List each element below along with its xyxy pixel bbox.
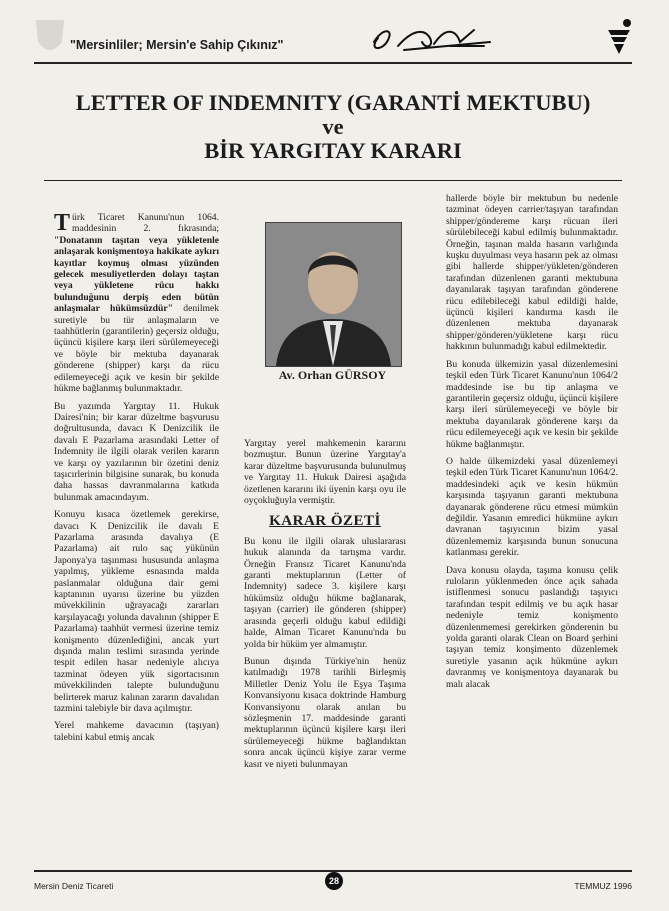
- footer-date: TEMMUZ 1996: [574, 881, 632, 891]
- logo-icon: [606, 18, 632, 56]
- paragraph: Bu yazımda Yargıtay 11. Hukuk Dairesi'nin; bir karar düzeltme başvurusu doğrultusunda, davacı K Denizcilik ile davalı E Pazarlama arasındaki Letter of Indemnity ile ilgili olarak verilen kararın ve karşı oy yazılarının bir özetini deniz taşıcırlerinin bilgisine sunarak, bu konuda daha hassas davranmalarına katkıda bulunmak amacındayım.: [54, 400, 219, 503]
- article-title-line3: BİR YARGITAY KARARI: [204, 138, 462, 163]
- article-title-line2: ve: [322, 114, 344, 139]
- signature-icon: [364, 20, 494, 58]
- paragraph: Dava konusu olayda, taşıma konusu çelik ruloların yüklenmeden önce açık sahada istiflenmesi sonucu paslandığı taşıyıcı tarafından tespit edilmiş ve bu açık hasar nedeniyle temiz konişmento düzenlenmemesi gerekirken gönderenin bu yolda garanti olarak Clean on Board şerhini taşıyan temiz konşimento düzenlemek suretiyle yasanın açık hükmüne aykırı davranmış ve konişmentoya dayanarak bu malı alacak: [446, 564, 618, 690]
- section-heading: KARAR ÖZETİ: [269, 513, 381, 530]
- author-photo: [265, 222, 402, 367]
- paragraph: Bunun dışında Türkiye'nin henüz katılmadığı 1978 tarihli Birleşmiş Milletler Deniz Yolu ile Eşya Taşıma Konvansiyonu kısaca doktrinde Hamburg Konvansiyonu olarak anılan bu sözleşmenin 17. maddesinde garanti mektuplarının üçüncü kişilere karşı ileri sürülemeyeceği hükme bağlandıktan sonra ancak üçüncü kişiye zarar verme kasıt ve niyeti bulunmayan: [244, 655, 406, 770]
- intro-text-rest: denilmek suretiyle bu tür anlaşmaların ve taahhütlerin (garantilerin) geçersiz olduğu, üçüncü kişilere karşı ileri sürülemeyeceği ve böyle bir mektuba dayanarak gönderene (shipper) karşı da rücu edilemeyeceği açık ve kesin bir şekilde hükme bağlanmış bulunmaktadır.: [54, 303, 219, 395]
- paragraph: hallerde böyle bir mektubun bu nedenle tazminat ödeyen carrier/taşıyan tarafından shipper/göndereme karşı rücuan ileri sürülebileceği kabul edilmiş bulunmaktadır. Örneğin, taşınan malda hasarın varlığında kuşku duyulması veya hasarın pek az olması gibi hallerde shipper/yükleten/gönderen tarafından düzenlenen garanti mektubuna dayanılarak taşıyan tarafından gönderene rücu edilebileceği kabul edildiği halde, üçüncü kişileri kandırma kasdı ile düzenlenen mektuba dayanarak shipper/gönderen/yükletene karşı rücu hakkının bulunmadığı kabul edilmektedir.: [446, 193, 618, 353]
- header-rule: [34, 62, 632, 64]
- header-slogan: "Mersinliler; Mersin'e Sahip Çıkınız": [70, 38, 284, 52]
- paragraph: Bu konuda ülkemizin yasal düzenlemesini teşkil eden Türk Ticaret Kanunu'nun 1064/2 maddesinde ise bu tip anlaşma ve garantilerin geçersiz olduğu, üçüncü kişilere karşı ileri sürülemeyeceği ve böyle bir mektuba dayanılarak gönderene karşı da rücu edilemeyeceği açık ve kesin bir şekilde hükme bağlanmıştır.: [446, 358, 618, 450]
- page-footer: [34, 878, 632, 898]
- author-caption: Av. Orhan GÜRSOY: [278, 368, 387, 382]
- paragraph: Bu konu ile ilgili olarak uluslararası hukuk alanında da tartışma vardır. Örneğin Fransız Ticaret Kanunu'nda garanti mektuplarının (Letter of Indemnity) sadece 3. kişilere karşı hükümsüz olduğu hükme bağlanarak, taşıyan (carrier) ile gönderen (shipper) arasında geçerli olduğu kabul edildiği halde, Alman Ticaret Kanunu'nda bu yolda bir hüküm yer almamıştır.: [244, 535, 406, 650]
- paragraph: Yargıtay yerel mahkemenin kararını bozmuştur. Bunun üzerine Yargıtay'a karar düzeltme başvurusunda bulunulmuş ve Yargıtay 11. Hukuk Dairesi aşağıda özetlenen kararını iki üyenin karşı oyu ile oyçokluğuyla vermiştir.: [244, 438, 406, 507]
- drop-cap: T: [54, 210, 71, 236]
- column-2: [244, 438, 406, 776]
- column-1: [54, 212, 219, 749]
- column-3: [446, 193, 618, 696]
- article-title-line1: LETTER OF INDEMNITY (GARANTİ MEKTUBU): [75, 90, 591, 115]
- emblem-icon: [34, 18, 66, 56]
- paragraph: Konuyu kısaca özetlemek gerekirse, davacı K Denizcilik ile davalı E Pazarlama arasında davalıya (E Pazarlama) ait rulo saç yükünün Japonya'ya taşınması hususunda anlaşma yapılmış, yükleme esnasında malda paslanmalar olduğuna dair gemi kaptanının uyarısı üzerine bu yüzden müvekkilinin uğrayacağı zararları karşılayacağı yolunda davalının (shipper E Pazarlama) taahhüt vermesi üzerine temiz konişmento düzenlediğini, ancak yurt dışında malın teslimi sırasında yerinde tespit edilen hasar nedeniyle alıcıya tazminat ödeyen yük sigortacısının müvekkilinden talepte bulunduğunu belirterek maruz kalınan zararın davalıdan tazmini talebiyle bir dava açılmıştır.: [54, 509, 219, 715]
- paragraph: O halde ülkemizdeki yasal düzenlemeyi teşkil eden Türk Ticaret Kanunu'nun 1064/2. maddesindeki açık ve kesin hükmün karşısında taşıyanın garanti mektubuna dayanarak gönderene rücu etmesi mümkün değildir. Yasanın emredici hükmüne aykırı davranan taşıyıcının bizim yasal düzenlememiz karşısında bunun sonucuna katlanması gerekir.: [446, 455, 618, 559]
- intro-text: ürk Ticaret Kanunu'nun 1064. maddesinin 2. fıkrasında;: [72, 212, 219, 235]
- title-rule: [44, 180, 622, 181]
- paragraph: Yerel mahkeme davacının (taşıyan) talebini kabul etmiş ancak: [54, 720, 219, 743]
- page-number: 28: [325, 872, 343, 890]
- law-quote: "Donatanın taşıtan veya yükletenle anlaşarak konişmentoya hakikate aykırı kayıtlar koymuş olması yüzünden gelecek mesuliyetlerden dolayı taştan veya yükletene rücu hakkı bulunduğunu derpiş eden bütün anlaşmalar hükümsüzdür": [54, 234, 219, 315]
- portrait-image: [266, 223, 401, 366]
- footer-publication: Mersin Deniz Ticareti: [34, 881, 114, 891]
- page-header: [34, 14, 632, 62]
